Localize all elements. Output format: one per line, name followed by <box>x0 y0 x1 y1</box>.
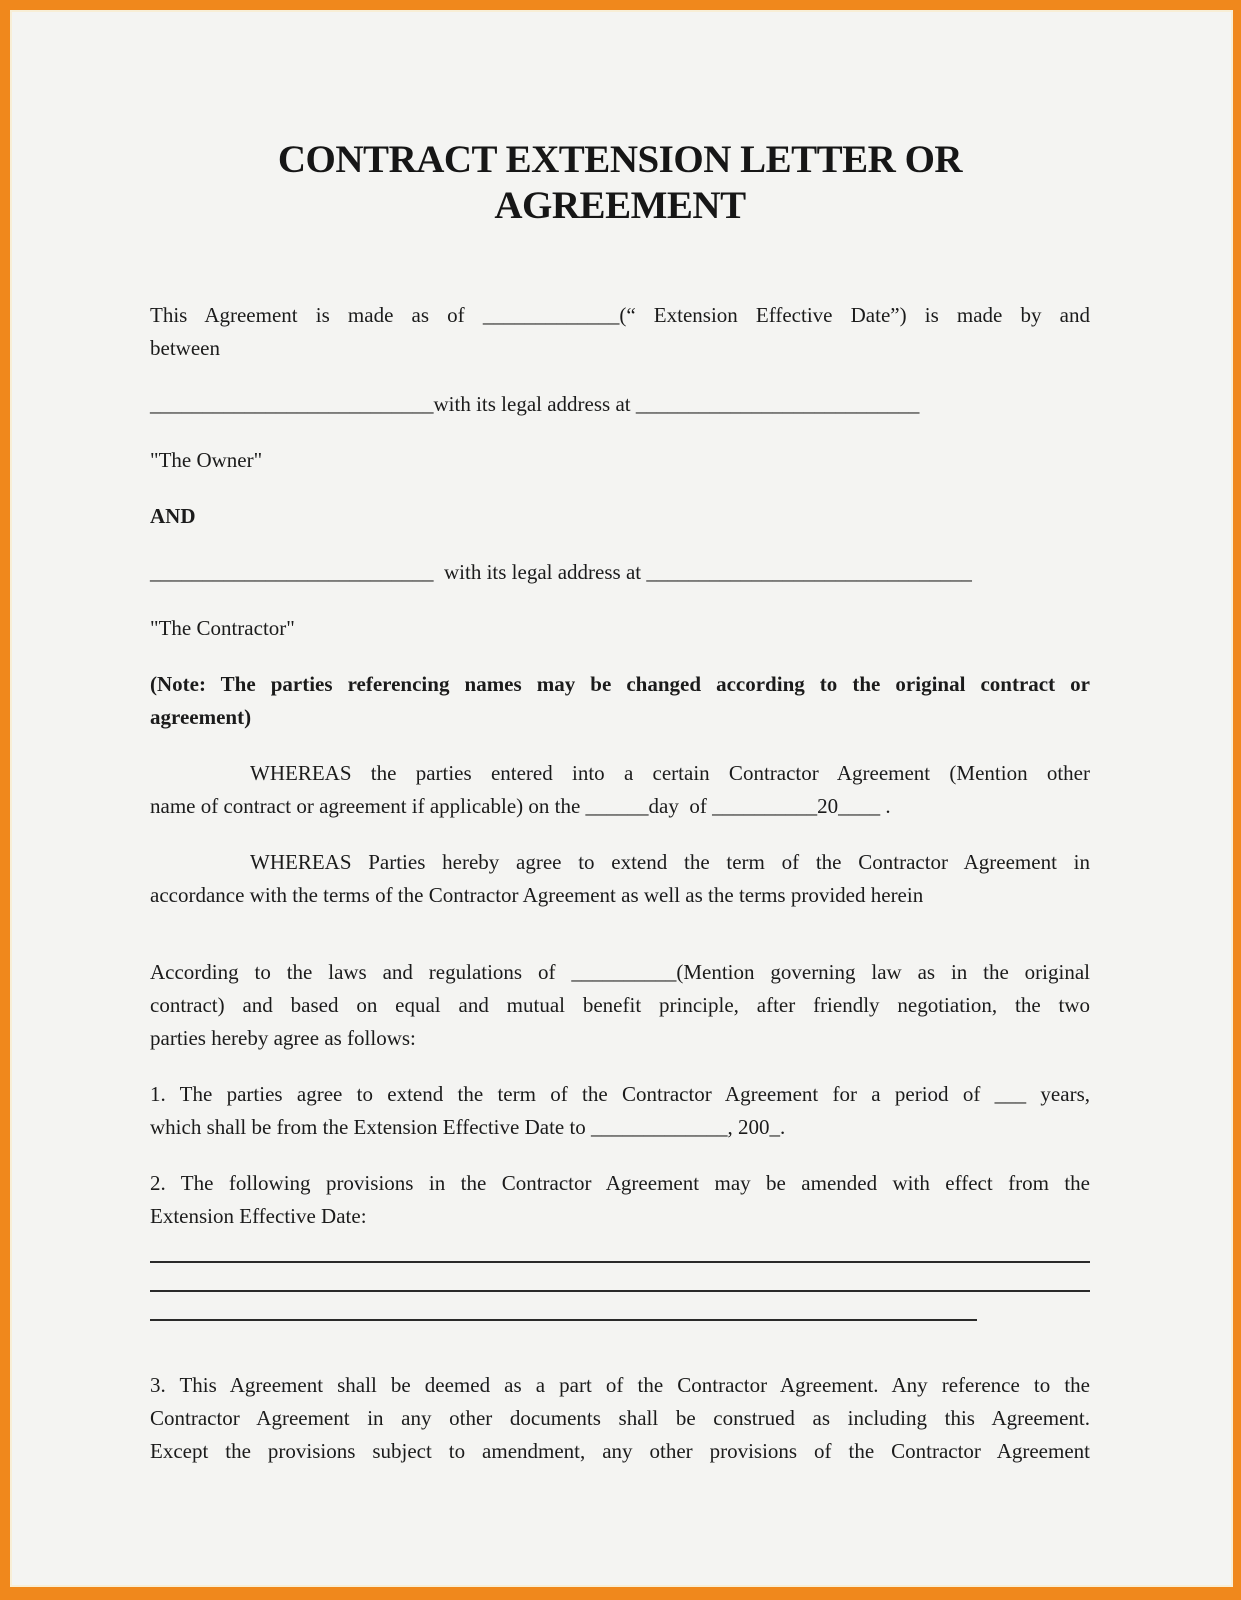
owner-address-line <box>150 388 1090 421</box>
according-line-2: contract) and based on equal and mutual benefit principle, after friendly negotiation, the two <box>150 993 1090 1017</box>
clause2-line-2: Extension Effective Date: <box>150 1204 367 1228</box>
clause-3 <box>150 1369 1090 1468</box>
intro-line-2: between <box>150 336 220 360</box>
clause1-line-2: which shall be from the Extension Effective Date to _____________, 200_. <box>150 1115 786 1139</box>
note-paragraph <box>150 668 1090 734</box>
document-title: CONTRACT EXTENSION LETTER OR AGREEMENT <box>277 138 963 227</box>
clause2-line-1: 2. The following provisions in the Contractor Agreement may be amended with effect from the <box>150 1171 1090 1195</box>
document-content <box>12 137 1231 1468</box>
whereas1-line-2: name of contract or agreement if applicable) on the ______day of __________20____ . <box>150 794 891 818</box>
clause3-line-1: 3. This Agreement shall be deemed as a part of the Contractor Agreement. Any reference to the <box>150 1373 1090 1397</box>
contractor-address-blank: ___________________________ with its legal address at _______________________________ <box>150 560 972 584</box>
according-line-1: According to the laws and regulations of __________(Mention governing law as in the original <box>150 960 1090 984</box>
note-line-1: (Note: The parties referencing names may be changed according to the original contract or <box>150 672 1090 696</box>
whereas-paragraph-2 <box>150 846 1090 912</box>
whereas2-line-2: accordance with the terms of the Contractor Agreement as well as the terms provided herein <box>150 883 924 907</box>
owner-label: "The Owner" <box>150 448 263 472</box>
clause1-line-1: 1. The parties agree to extend the term of the Contractor Agreement for a period of ___ years, <box>150 1082 1090 1106</box>
contractor-address-line <box>150 556 1090 589</box>
note-line-2: agreement) <box>150 705 252 729</box>
according-paragraph <box>150 956 1090 1055</box>
according-line-3: parties hereby agree as follows: <box>150 1026 416 1050</box>
whereas-paragraph-1 <box>150 757 1090 823</box>
clause-2 <box>150 1167 1090 1233</box>
clause3-line-3: Except the provisions subject to amendment, any other provisions of the Contractor Agreement <box>150 1439 1090 1463</box>
owner-address-blank: ___________________________with its legal address at ___________________________ <box>150 392 920 416</box>
contractor-label: "The Contractor" <box>150 616 295 640</box>
clause-1 <box>150 1078 1090 1144</box>
intro-line-1: This Agreement is made as of _____________(“ Extension Effective Date”) is made by and <box>150 303 1090 327</box>
and-label: AND <box>150 504 196 528</box>
intro-paragraph <box>150 299 1090 365</box>
blank-line-3 <box>150 1319 977 1321</box>
document-page <box>10 10 1233 1587</box>
blank-line-2 <box>150 1290 1090 1292</box>
fill-in-lines <box>150 1261 1090 1321</box>
whereas2-line-1: WHEREAS Parties hereby agree to extend the term of the Contractor Agreement in <box>250 850 1090 874</box>
whereas1-line-1: WHEREAS the parties entered into a certain Contractor Agreement (Mention other <box>250 761 1090 785</box>
clause3-line-2: Contractor Agreement in any other documents shall be construed as including this Agreement. <box>150 1406 1090 1430</box>
blank-line-1 <box>150 1261 1090 1263</box>
